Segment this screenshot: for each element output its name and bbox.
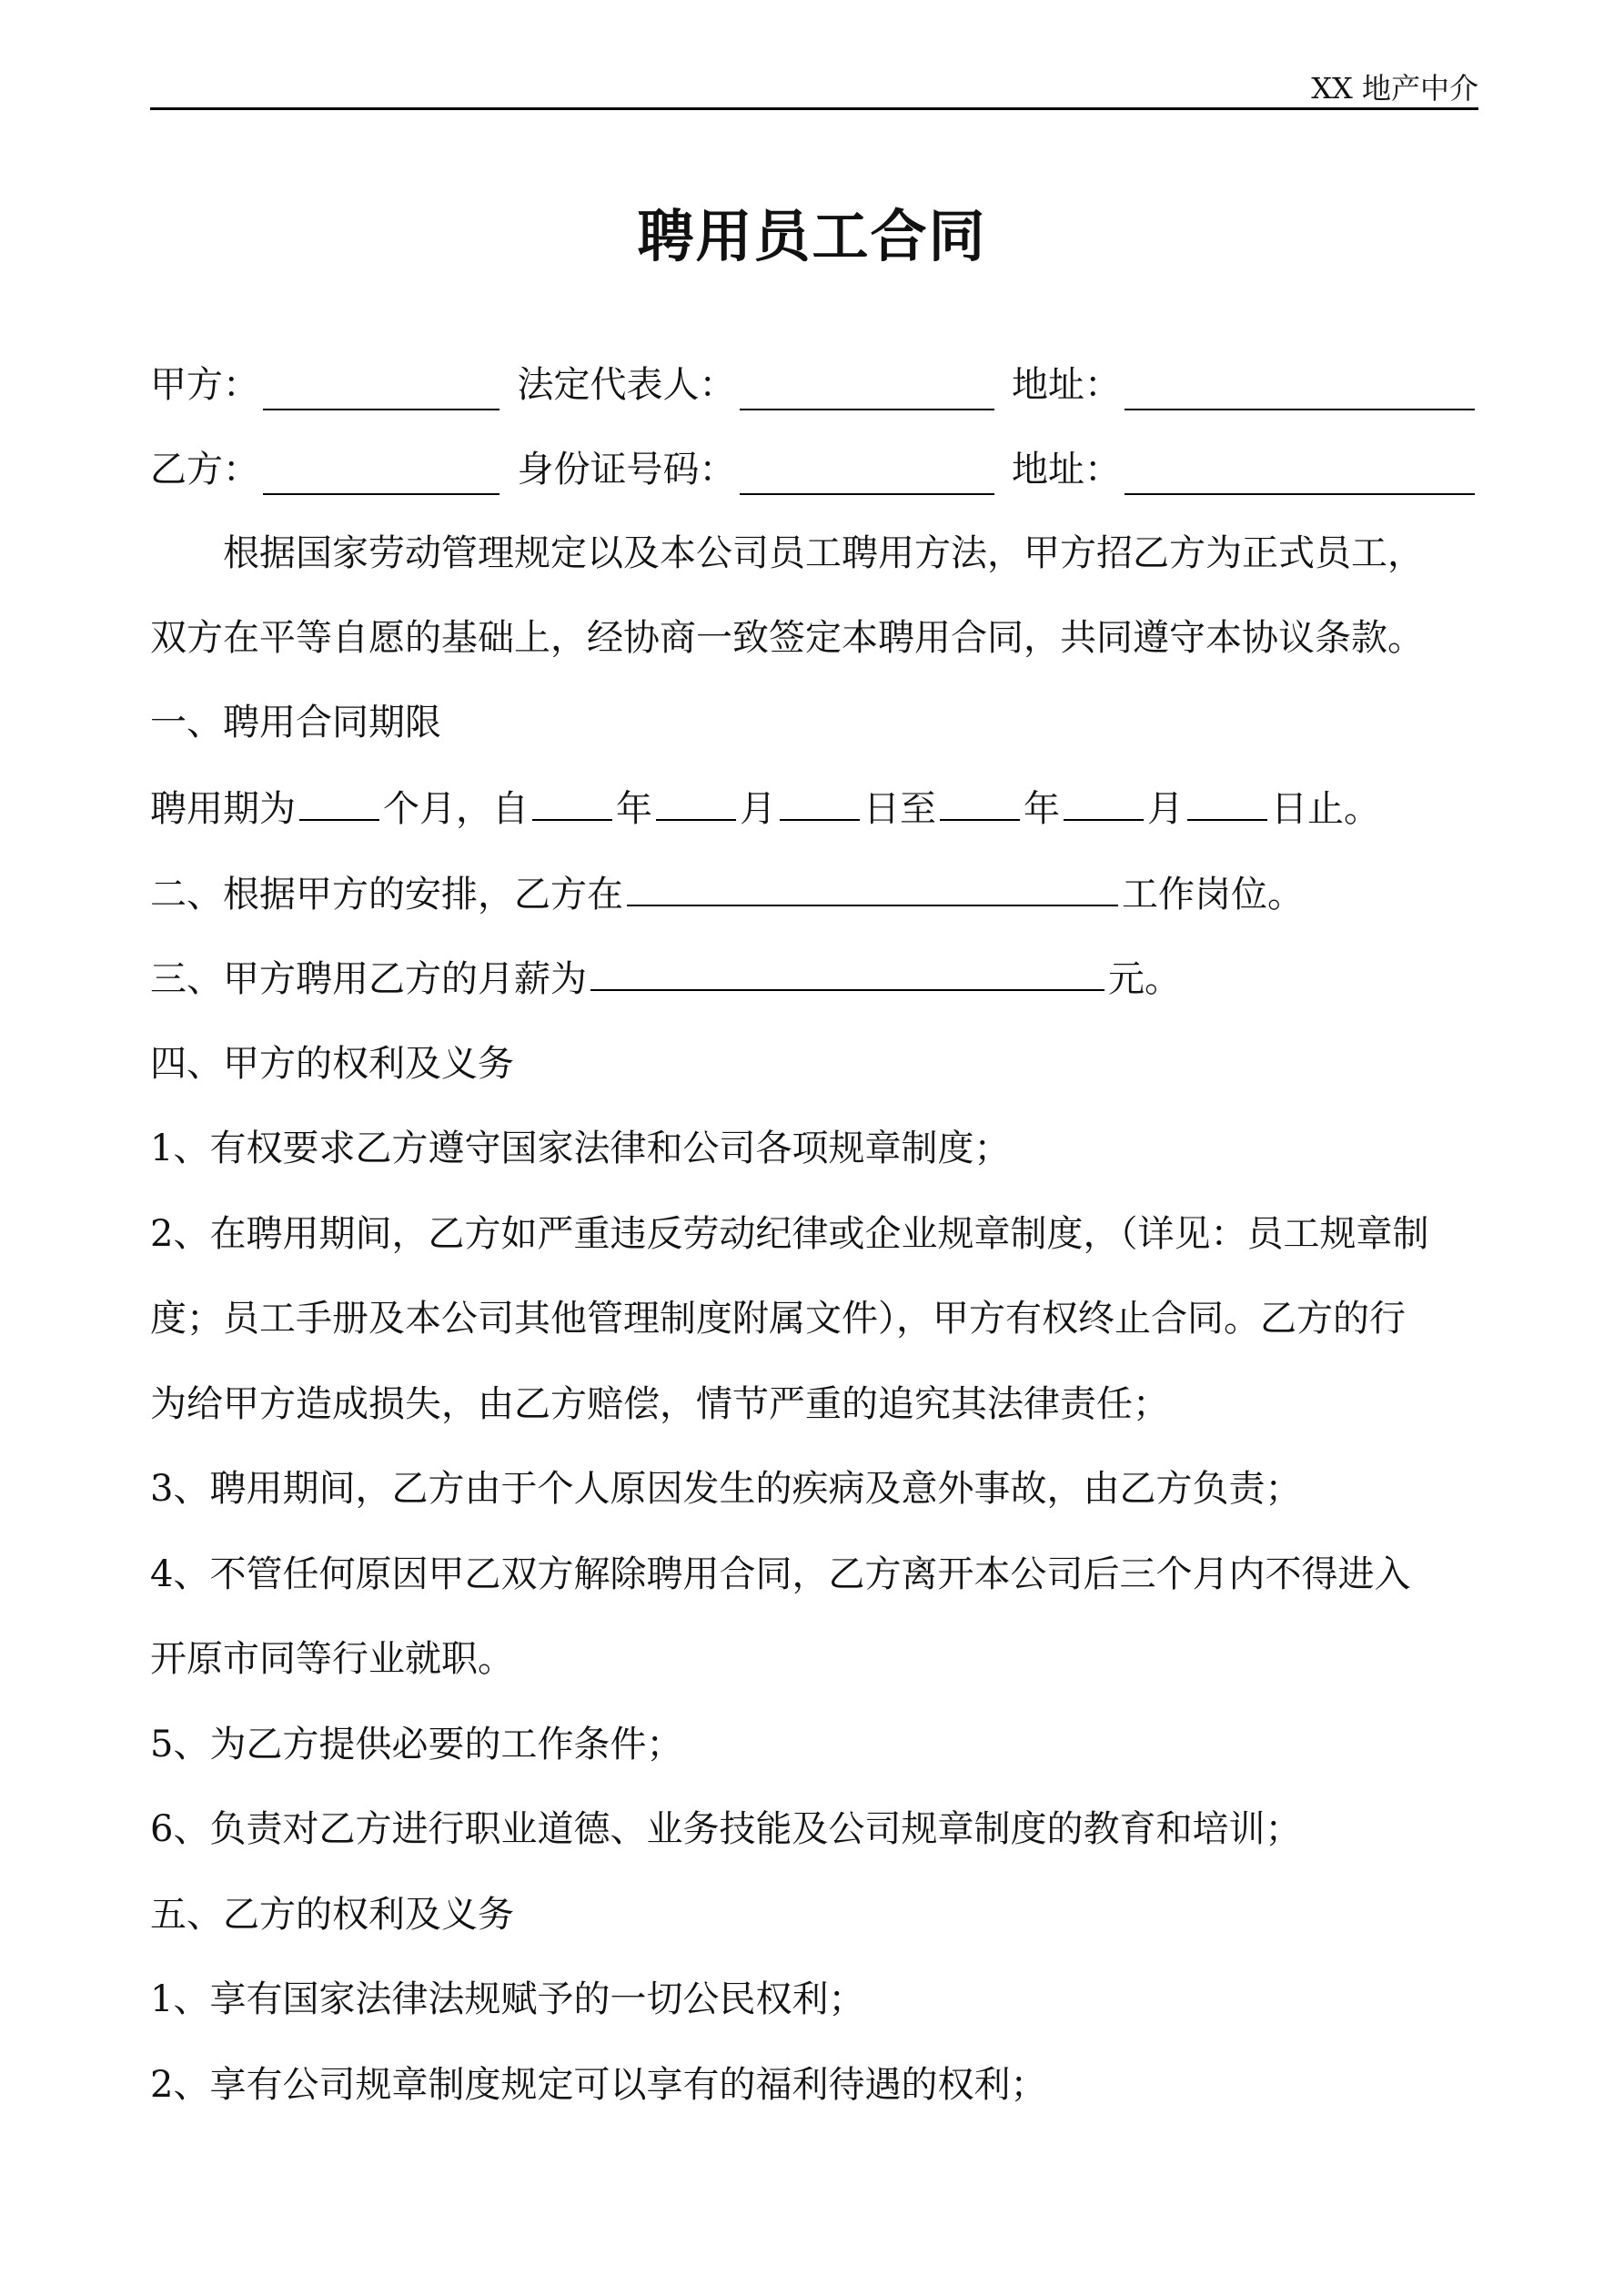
section-5-item-2: 2、享有公司规章制度规定可以享有的福利待遇的权利； (150, 2064, 1047, 2106)
end-day-label: 日止。 (1271, 788, 1380, 830)
term-row (150, 783, 1478, 834)
start-day-blank[interactable] (780, 783, 860, 821)
section-4-item-2-line-2: 度；员工手册及本公司其他管理制度附属文件），甲方有权终止合同。乙方的行 (150, 1298, 1406, 1340)
party-a-address-label: 地址： (1012, 364, 1121, 406)
section-4-item-4-line-2: 开原市同等行业就职。 (150, 1638, 514, 1680)
party-b-label: 乙方： (150, 449, 259, 491)
section-2-suffix: 工作岗位。 (1122, 874, 1304, 915)
intro-line-1: 根据国家劳动管理规定以及本公司员工聘用方法，甲方招乙方为正式员工， (223, 532, 1424, 574)
section-2-prefix: 二、根据甲方的安排，乙方在 (150, 874, 623, 915)
section-3-prefix: 三、甲方聘用乙方的月薪为 (150, 958, 587, 1000)
start-month-label: 月 (740, 788, 776, 830)
party-b-row (150, 444, 1478, 495)
section-5-item-1: 1、享有国家法律法规赋予的一切公民权利； (150, 1978, 865, 2020)
section-5-heading: 五、乙方的权利及义务 (150, 1894, 514, 1936)
end-month-label: 月 (1147, 788, 1184, 830)
salary-blank[interactable] (590, 953, 1105, 991)
party-b-blank[interactable] (263, 457, 499, 495)
party-a-row (150, 359, 1478, 410)
term-months-from: 个月，自 (383, 788, 529, 830)
end-year-label: 年 (1024, 788, 1060, 830)
section-3-suffix: 元。 (1108, 958, 1181, 1000)
section-4-item-1: 1、有权要求乙方遵守国家法律和公司各项规章制度； (150, 1128, 1011, 1169)
section-4-item-2-line-3: 为给甲方造成损失，由乙方赔偿，情节严重的追究其法律责任； (150, 1383, 1169, 1425)
end-month-blank[interactable] (1064, 783, 1144, 821)
section-1-heading: 一、聘用合同期限 (150, 702, 441, 743)
start-month-blank[interactable] (656, 783, 736, 821)
id-number-blank[interactable] (740, 457, 994, 495)
start-year-label: 年 (616, 788, 652, 830)
section-4-item-4-line-1: 4、不管任何原因甲乙双方解除聘用合同，乙方离开本公司后三个月内不得进入 (150, 1553, 1411, 1595)
start-year-blank[interactable] (532, 783, 612, 821)
legal-rep-label: 法定代表人： (517, 364, 736, 406)
section-4-item-6: 6、负责对乙方进行职业道德、业务技能及公司规章制度的教育和培训； (150, 1808, 1302, 1850)
party-a-address-blank[interactable] (1125, 372, 1475, 410)
party-b-address-label: 地址： (1012, 449, 1121, 491)
header-company: XX 地产中介 (1311, 71, 1478, 106)
party-b-address-blank[interactable] (1125, 457, 1475, 495)
legal-rep-blank[interactable] (740, 372, 994, 410)
intro-line-2: 双方在平等自愿的基础上，经协商一致签定本聘用合同，共同遵守本协议条款。 (150, 617, 1424, 659)
section-4-heading: 四、甲方的权利及义务 (150, 1043, 514, 1085)
term-months-blank[interactable] (299, 783, 379, 821)
section-4-item-5: 5、为乙方提供必要的工作条件； (150, 1724, 683, 1765)
header-divider (150, 107, 1478, 110)
section-4-item-3: 3、聘用期间，乙方由于个人原因发生的疾病及意外事故，由乙方负责； (150, 1468, 1302, 1510)
section-3-row (150, 953, 1478, 1005)
end-year-blank[interactable] (940, 783, 1020, 821)
party-a-label: 甲方： (150, 364, 259, 406)
section-4-item-2-line-1: 2、在聘用期间，乙方如严重违反劳动纪律或企业规章制度，（详见：员工规章制 (150, 1213, 1429, 1255)
document-title: 聘用员工合同 (637, 203, 987, 269)
id-number-label: 身份证号码： (517, 449, 736, 491)
party-a-blank[interactable] (263, 372, 499, 410)
start-day-to-label: 日至 (863, 788, 936, 830)
end-day-blank[interactable] (1187, 783, 1267, 821)
section-2-row (150, 868, 1478, 920)
position-blank[interactable] (627, 868, 1118, 906)
term-prefix: 聘用期为 (150, 788, 296, 830)
